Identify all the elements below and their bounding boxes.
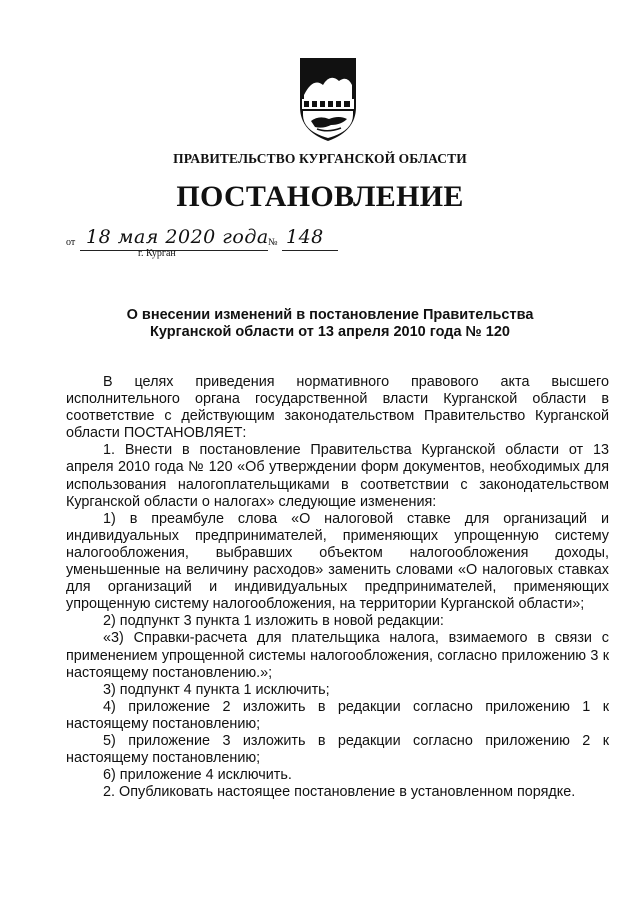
government-name: ПРАВИТЕЛЬСТВО КУРГАНСКОЙ ОБЛАСТИ <box>173 151 467 166</box>
subject-line-1: О внесении изменений в постановление Правительства <box>126 307 534 323</box>
document-body <box>66 374 609 801</box>
new-wording-quote: «3) Справки-расчета для плательщика налога, взимаемого в связи с применением упрощенной системы налогообложения, согласно приложению 3 к настоящему постановлению.»; <box>66 630 609 681</box>
coat-of-arms-icon <box>297 55 359 143</box>
date-prefix: от <box>66 237 76 248</box>
document-type-title: ПОСТАНОВЛЕНИЕ <box>176 180 464 213</box>
subclause-1: 1) в преамбуле слова «О налоговой ставке для организаций и индивидуальных предпринимателей, применяющих упрощенную систему налогообложения, выбравших объектом налогообложения доходы, уменьшенные на величину расходов» заменить словами «О налоговых ставках для организаций и индивидуальных предпринимателей, применяющих упрощенную систему налогообложения, на территории Курганской области»; <box>66 510 609 613</box>
handwritten-number: 148 <box>286 226 324 248</box>
handwritten-date: 18 мая 2020 года <box>86 226 269 248</box>
date-number-line <box>66 226 346 258</box>
subclause-2: 2) подпункт 3 пункта 1 изложить в новой редакции: <box>103 613 444 630</box>
document-subject <box>110 307 550 341</box>
city-name: г. Курган <box>138 248 176 259</box>
subject-line-2: Курганской области от 13 апреля 2010 года № 120 <box>150 324 510 340</box>
subclause-4: 4) приложение 2 изложить в редакции согласно приложению 1 к настоящему постановлению; <box>66 698 609 732</box>
number-sign: № <box>268 237 278 248</box>
clause-2: 2. Опубликовать настоящее постановление в установленном порядке. <box>103 784 576 801</box>
subclause-6: 6) приложение 4 исключить. <box>103 767 292 784</box>
number-underline <box>282 250 338 251</box>
subclause-3: 3) подпункт 4 пункта 1 исключить; <box>103 681 330 698</box>
subclause-5: 5) приложение 3 изложить в редакции согласно приложению 2 к настоящему постановлению; <box>66 732 609 767</box>
preamble-paragraph: В целях приведения нормативного правового акта высшего исполнительного органа государственной власти Курганской области в соответствие с действующим законодательством Правительство Курганской области ПОСТАНОВЛЯЕТ: <box>66 374 609 442</box>
clause-1: 1. Внести в постановление Правительства Курганской области от 13 апреля 2010 года № 120 «Об утверждении форм документов, необходимых для использования налогоплательщиками в соответствии с законодательством Курганской области о налогах» следующие изменения: <box>66 442 609 510</box>
